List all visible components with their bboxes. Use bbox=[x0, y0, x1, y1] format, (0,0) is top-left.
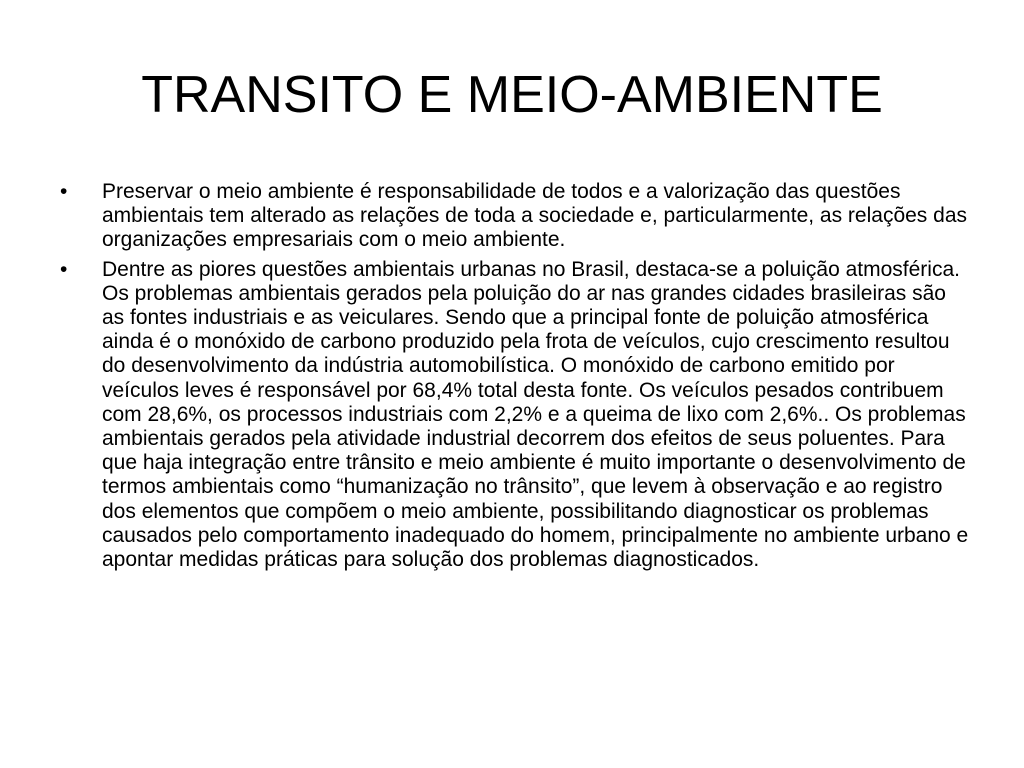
bullet-list bbox=[60, 180, 972, 577]
bullet-item-responsabilidade bbox=[60, 180, 972, 253]
slide-title: TRANSITO E MEIO-AMBIENTE bbox=[141, 66, 883, 124]
bullet-marker: • bbox=[60, 257, 68, 281]
bullet-text: Dentre as piores questões ambientais urbanas no Brasil, destaca-se a poluição atmosférica. Os problemas ambientais gerados pela poluição do ar nas grandes cidades brasileiras são as fontes industriais e as veiculares. Sendo que a principal fonte de poluição atmosférica ainda é o monóxido de carbono produzido pela frota de veículos, cujo crescimento resultou do desenvolvimento da indústria automobilística. O monóxido de carbono emitido por veículos leves é responsável por 68,4% total desta fonte. Os veículos pesados contribuem com 28,6%, os processos industriais com 2,2% e a queima de lixo com 2,6%.. Os problemas ambientais gerados pela atividade industrial decorrem dos efeitos de seus poluentes. Para que haja integração entre trânsito e meio ambiente é muito importante o desenvolvimento de termos ambientais como “humanização no trânsito”, que levem à observação e ao registro dos elementos que compõem o meio ambiente, possibilitando diagnosticar os problemas causados pelo comportamento inadequado do homem, principalmente no ambiente urbano e apontar medidas práticas para solução dos problemas diagnosticados. bbox=[102, 257, 969, 572]
bullet-marker: • bbox=[60, 180, 68, 203]
bullet-item-poluicao bbox=[60, 258, 972, 573]
bullet-text: Preservar o meio ambiente é responsabilidade de todos e a valorização das questões ambientais tem alterado as relações de toda a sociedade e, particularmente, as relações das organizações empresariais com o meio ambiente. bbox=[102, 180, 967, 252]
